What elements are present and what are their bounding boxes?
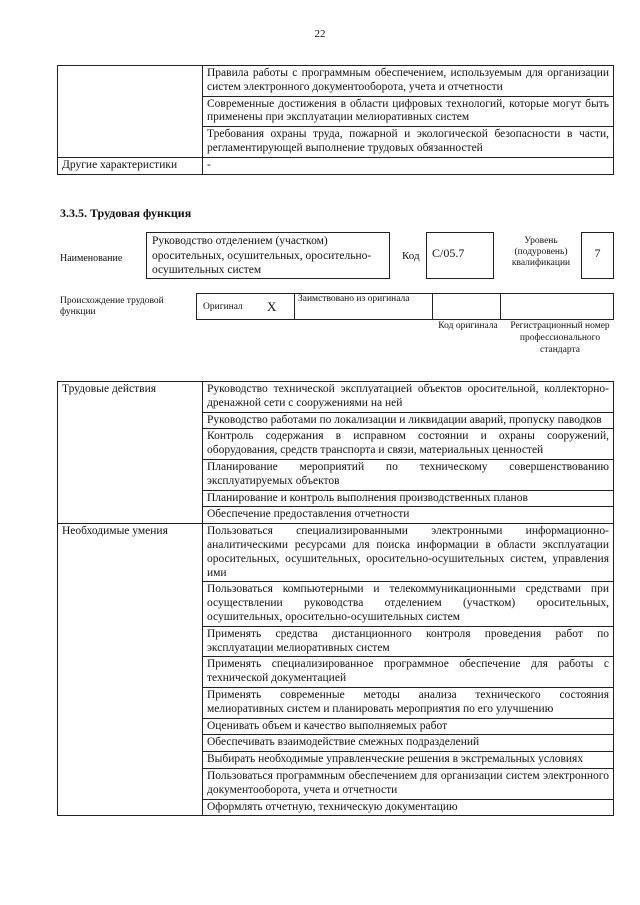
table-cell: Пользоваться специализированными электронными информационно-аналитическими ресурсами для поиска информации в области эксплуатации оросительных, осушительных, оросительно-осушительных систем, управления ими xyxy=(203,524,614,582)
borrowed-label: Заимствовано из оригинала xyxy=(298,294,410,304)
table-cell: Современные достижения в области цифровых технологий, которые могут быть применены при эксплуатации мелиоративных систем xyxy=(203,96,614,127)
table-cell: Пользоваться программным обеспечением для организации систем электронного документооборота, учета и отчетности xyxy=(203,768,614,799)
other-characteristics-label: Другие характеристики xyxy=(58,157,203,174)
reg-caption: Регистрационный номер профессионального стандарта xyxy=(510,321,610,355)
other-characteristics-value: - xyxy=(203,157,614,174)
divider xyxy=(294,293,295,320)
code-label: Код xyxy=(402,250,420,262)
original-mark: X xyxy=(267,299,277,314)
code-caption: Код оригинала xyxy=(438,321,498,331)
table-cell: Требования охраны труда, пожарной и экологической безопасности в части, регламентирующей выполнение трудовых обязанностей xyxy=(203,127,614,158)
table-cell: Контроль содержания в исправном состоянии и охраны сооружений, оборудования, средств транспорта и связи, материальных ценностей xyxy=(203,429,614,460)
table-row xyxy=(58,382,614,413)
main-table xyxy=(57,381,614,816)
table-cell: Пользоваться компьютерными и телекоммуникационными средствами при осуществлении руководства отделением (участком) оросительных, осушительных, оросительно-осушительных систем xyxy=(203,582,614,626)
table-cell: Планирование мероприятий по техническому совершенствованию эксплуатируемых объектов xyxy=(203,459,614,490)
table-cell: Правила работы с программным обеспечением, используемым для организации систем электронного документооборота, учета и отчетности xyxy=(203,66,614,97)
section-heading: 3.3.5. Трудовая функция xyxy=(60,206,192,220)
origin-label: Происхождение трудовой функции xyxy=(60,296,164,317)
name-label: Наименование xyxy=(60,253,123,264)
table-cell: Обеспечение предоставления отчетности xyxy=(203,507,614,524)
table-cell: Выбирать необходимые управленческие решения в экстремальных условиях xyxy=(203,752,614,769)
table-row xyxy=(58,524,614,582)
table-cell: Применять средства дистанционного контроля проведения работ по эксплуатации мелиоративных систем xyxy=(203,626,614,657)
table-cell: Руководство работами по локализации и ликвидации аварий, пропуску паводков xyxy=(203,412,614,429)
table-cell: Обеспечивать взаимодействие смежных подразделений xyxy=(203,735,614,752)
name-value: Руководство отделением (участком) оросительных, осушительных, оросительно-осушительных систем xyxy=(146,232,390,279)
table-row xyxy=(58,157,614,174)
table-cell: Руководство технической эксплуатацией объектов оросительной, коллекторно-дренажной сети с сооружениями на ней xyxy=(203,382,614,413)
table-row xyxy=(58,66,614,97)
level-label: Уровень (подуровень) квалификации xyxy=(511,236,571,268)
code-value: C/05.7 xyxy=(426,232,494,279)
actions-label: Трудовые действия xyxy=(58,382,203,524)
table-cell: Планирование и контроль выполнения производственных планов xyxy=(203,490,614,507)
level-value: 7 xyxy=(581,232,614,279)
divider xyxy=(432,293,433,320)
page-number: 22 xyxy=(314,28,326,40)
table-cell-empty xyxy=(58,66,203,158)
original-label: Оригинал xyxy=(203,302,243,312)
divider xyxy=(500,293,501,320)
table-cell: Применять специализированное программное обеспечение для работы с технической документацией xyxy=(203,657,614,688)
top-table xyxy=(57,65,614,175)
table-cell: Оценивать объем и качество выполняемых работ xyxy=(203,718,614,735)
skills-label: Необходимые умения xyxy=(58,524,203,816)
table-cell: Применять современные методы анализа технического состояния мелиоративных систем и планировать мероприятия по его улучшению xyxy=(203,687,614,718)
table-cell: Оформлять отчетную, техническую документацию xyxy=(203,799,614,816)
